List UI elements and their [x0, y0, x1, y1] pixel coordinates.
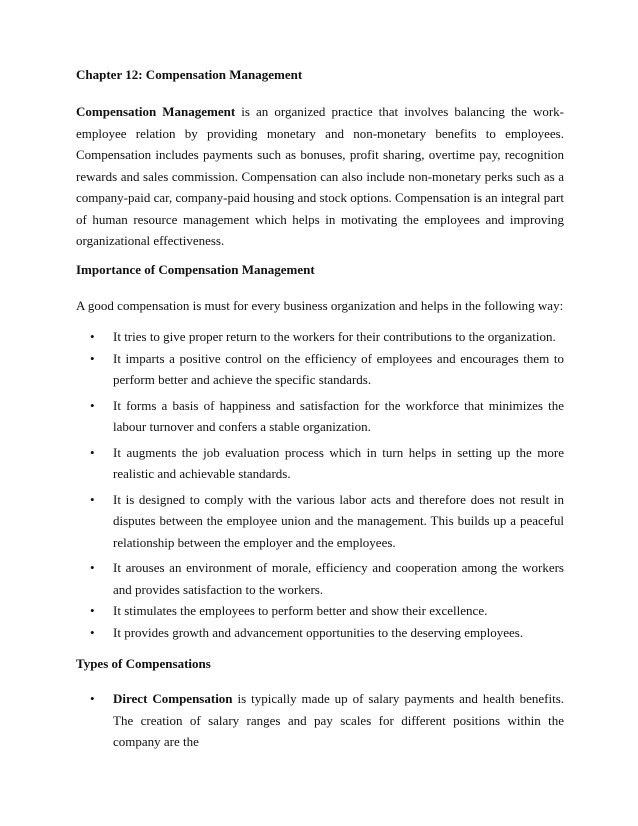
- importance-lead: A good compensation is must for every business organization and helps in the following way:: [76, 297, 564, 313]
- list-item: [76, 600, 564, 622]
- bullet-icon: •: [90, 560, 95, 575]
- list-item: [76, 442, 564, 485]
- bullet-icon: •: [90, 491, 95, 507]
- bullet-icon: •: [90, 603, 95, 618]
- list-item-text: It stimulates the employees to perform better and show their excellence.: [113, 603, 488, 618]
- importance-list: [76, 326, 564, 643]
- list-item-text: It tries to give proper return to the workers for their contributions to the organization.: [113, 329, 556, 344]
- list-item: [76, 622, 564, 644]
- importance-heading: Importance of Compensation Management: [76, 261, 315, 277]
- bullet-icon: •: [90, 350, 95, 366]
- bullet-icon: •: [90, 624, 95, 640]
- type-term: Direct Compensation: [113, 691, 233, 706]
- list-item: [76, 395, 564, 438]
- list-item-text: It provides growth and advancement opportunities to the deserving employees.: [113, 624, 524, 640]
- intro-paragraph: [76, 101, 564, 252]
- list-item: [76, 557, 564, 600]
- list-item-text: It imparts a positive control on the efficiency of employees and encourages them to perform better and achieve the specific standards.: [113, 350, 564, 387]
- list-item-text: It augments the job evaluation process which in turn helps in setting up the more realistic and achievable standards.: [113, 444, 564, 481]
- bullet-icon: •: [90, 329, 95, 344]
- intro-term: Compensation Management: [76, 104, 236, 119]
- types-list: [76, 688, 564, 753]
- bullet-icon: •: [90, 444, 95, 460]
- list-item-text: It arouses an environment of morale, efficiency and cooperation among the workers and provides satisfaction to the workers.: [113, 560, 564, 597]
- chapter-title: Chapter 12: Compensation Management: [76, 67, 303, 82]
- types-heading: Types of Compensations: [76, 656, 211, 671]
- bullet-icon: •: [90, 397, 95, 413]
- list-item: [76, 489, 564, 554]
- list-item: [76, 326, 564, 348]
- intro-text: is an organized practice that involves balancing the work-employee relation by providing monetary and non-monetary benefits to employees. Compensation includes payments such as bonuses, profit sharing, overtime pay, recognition rewards and sales commission. Compensation can also include non-monetary perks such as a company-paid car, company-paid housing and stock options. Compensation is an integral part of human resource management which helps in motivating the employees and improving organizational effectiveness.: [76, 104, 564, 248]
- list-item: [76, 688, 564, 753]
- type-text: is typically made up of salary payments and health benefits. The creation of salary ranges and pay scales for different positions within the company are the: [113, 691, 565, 749]
- list-item-text: It is designed to comply with the various labor acts and therefore does not result in disputes between the employee union and the management. This builds up a peaceful relationship between the employer and the employees.: [113, 491, 564, 550]
- bullet-icon: •: [90, 691, 95, 706]
- list-item: [76, 348, 564, 391]
- document-page: [76, 64, 564, 753]
- list-item-text: It forms a basis of happiness and satisfaction for the workforce that minimizes the labour turnover and confers a stable organization.: [113, 397, 564, 434]
